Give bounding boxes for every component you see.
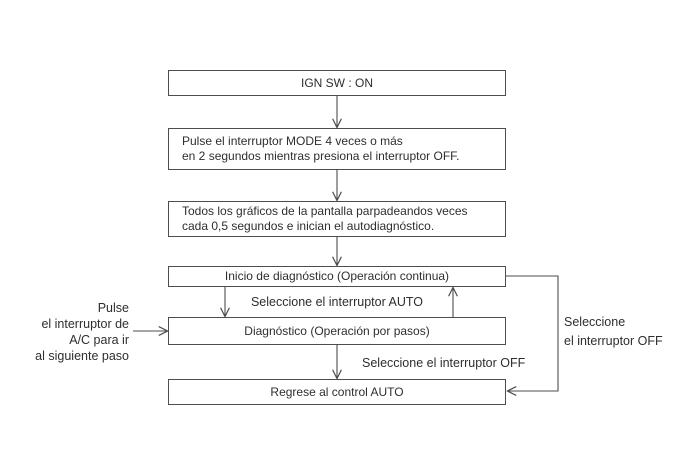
node-display-flash-line2: cada 0,5 segundos e inician el autodiagnóstico. (182, 219, 435, 233)
node-display-flash (168, 201, 506, 237)
side-note-ac-switch-line3: A/C para ir (69, 333, 129, 347)
side-note-ac-switch-line2: el interruptor de (41, 317, 129, 331)
side-note-ac-switch-line1: Pulse (97, 301, 129, 315)
node-start-diagnosis (168, 266, 506, 287)
node-press-mode-line2: en 2 segundos mientras presiona el interruptor OFF. (182, 149, 460, 163)
node-display-flash-line1: Todos los gráficos de la pantalla parpadeandos veces (182, 204, 468, 218)
node-return-auto (168, 379, 506, 405)
node-return-auto-label: Regrese al control AUTO (270, 384, 404, 399)
edge-label-select-off-right-line2: el interruptor OFF (564, 334, 663, 348)
edge-label-select-off-right-line1: Seleccione (564, 315, 626, 329)
loop-start-to-return (506, 276, 558, 391)
edge-label-select-auto: Seleccione el interruptor AUTO (250, 295, 424, 309)
node-ign-sw (168, 70, 506, 96)
edge-label-select-off-bottom: Seleccione el interruptor OFF (362, 356, 526, 370)
node-start-diagnosis-label: Inicio de diagnóstico (Operación continua) (224, 269, 450, 283)
node-press-mode (168, 128, 506, 170)
node-ign-sw-label: IGN SW : ON (301, 75, 373, 90)
node-step-diagnosis (168, 317, 506, 345)
node-press-mode-line1: Pulse el interruptor MODE 4 veces o más (182, 134, 403, 148)
side-note-ac-switch (16, 300, 129, 364)
node-step-diagnosis-label: Diagnóstico (Operación por pasos) (244, 323, 430, 338)
side-note-ac-switch-line4: al siguiente paso (35, 349, 129, 363)
edge-label-select-off-right (564, 313, 663, 351)
